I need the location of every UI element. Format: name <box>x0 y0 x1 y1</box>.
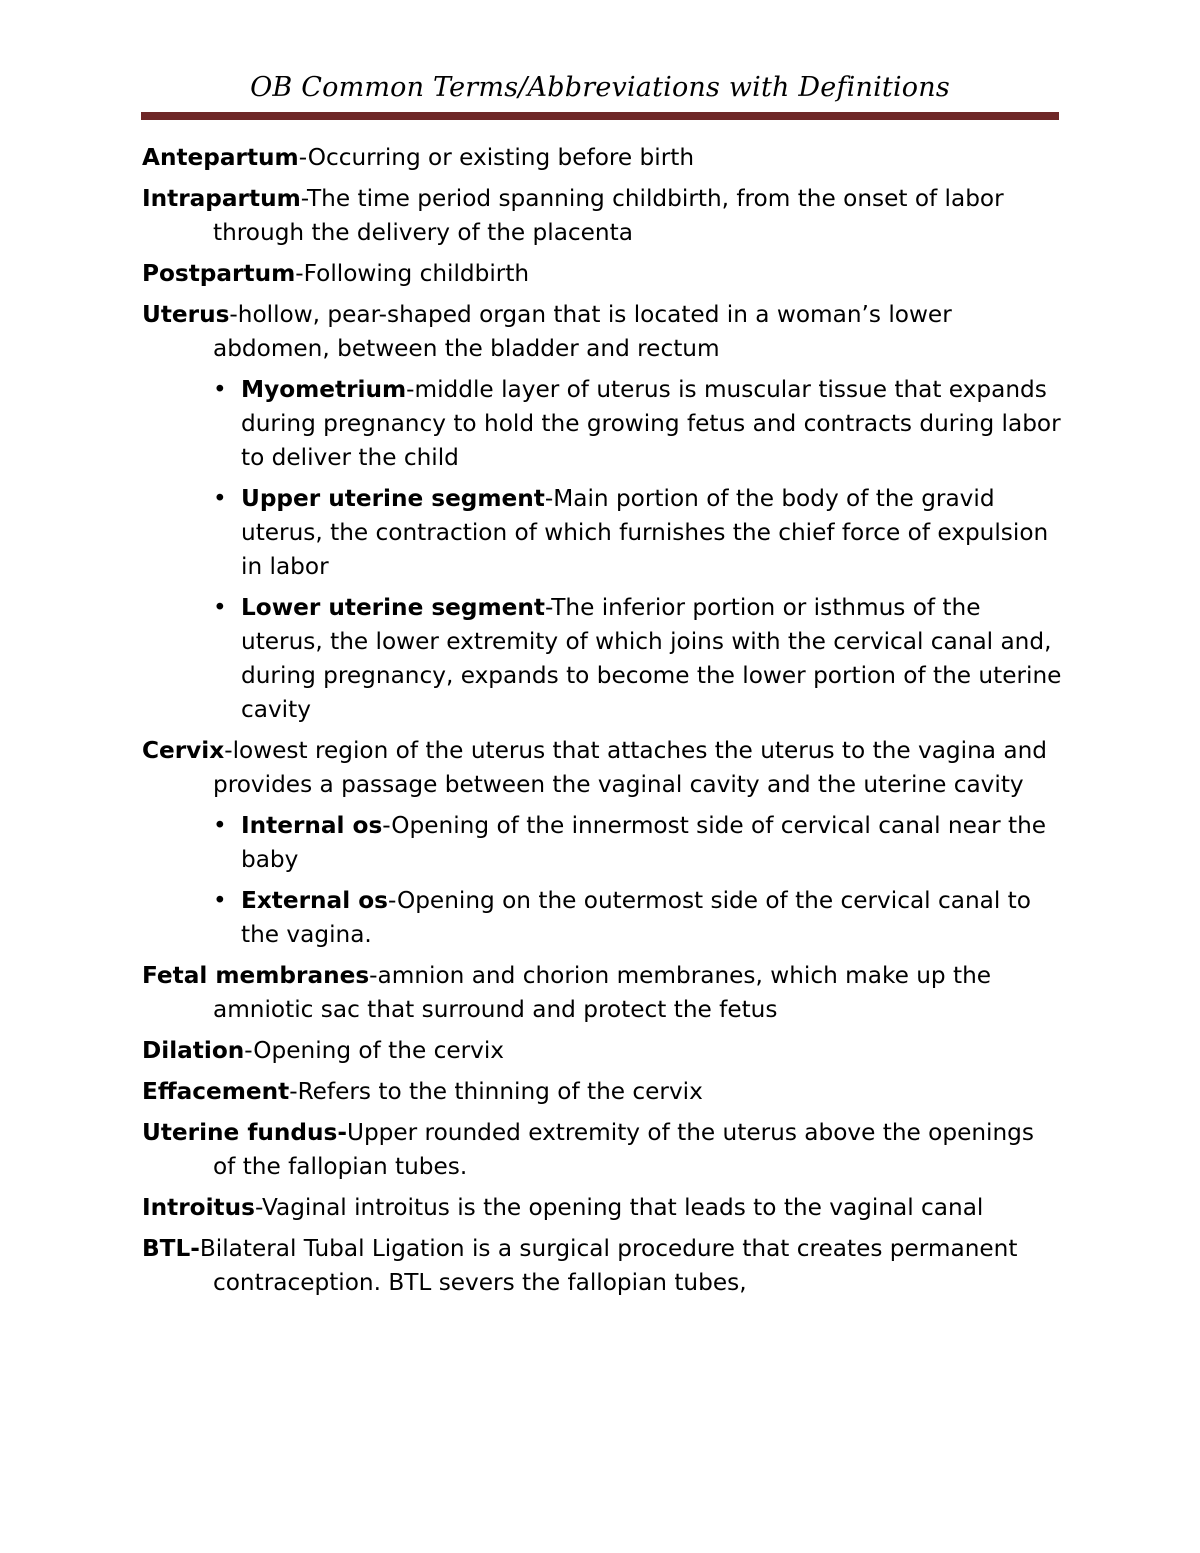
term-name: Upper uterine segment <box>241 485 545 512</box>
term-definition: -Main portion of the body of the gravid uterus, the contraction of which furnishes the chief force of expulsion in labor <box>241 485 1049 580</box>
term-entry <box>142 959 1062 1027</box>
term-entry <box>142 141 1062 175</box>
term-definition: -middle layer of uterus is muscular tissue that expands during pregnancy to hold the growing fetus and contracts during labor to deliver the child <box>241 376 1061 471</box>
term-entry <box>142 1191 1062 1225</box>
term-definition: -Opening on the outermost side of the cervical canal to the vagina. <box>241 887 1031 948</box>
term-name: External os <box>241 887 388 914</box>
term-entry <box>142 182 1062 250</box>
term-entry <box>142 257 1062 291</box>
bullet-icon: • <box>213 485 227 512</box>
term-entry <box>142 1075 1062 1109</box>
term-definition: Bilateral Tubal Ligation is a surgical procedure that creates permanent contraception. BTL severs the fallopian tubes, <box>199 1235 1018 1296</box>
term-entry <box>142 1232 1062 1300</box>
bullet-icon: • <box>213 594 227 621</box>
bullet-icon: • <box>213 887 227 914</box>
term-name: Internal os <box>241 812 383 839</box>
term-name: Dilation <box>142 1037 245 1064</box>
term-definition: -hollow, pear-shaped organ that is located in a woman’s lower abdomen, between the bladder and rectum <box>213 301 952 362</box>
term-definition: -Occurring or existing before birth <box>298 144 695 171</box>
term-name: Fetal membranes <box>142 962 370 989</box>
subterm-item <box>142 809 1062 877</box>
term-entry <box>142 1034 1062 1068</box>
term-name: Postpartum <box>142 260 296 287</box>
term-definition: -lowest region of the uterus that attaches the uterus to the vagina and provides a passage between the vaginal cavity and the uterine cavity <box>213 737 1047 798</box>
term-name: Antepartum <box>142 144 299 171</box>
term-name: Myometrium <box>241 376 407 403</box>
term-entry <box>142 734 1062 802</box>
uterus-subterms <box>142 373 1062 727</box>
term-definition: -Vaginal introitus is the opening that leads to the vaginal canal <box>254 1194 984 1221</box>
term-name: Lower uterine segment <box>241 594 545 621</box>
cervix-subterms <box>142 809 1062 952</box>
terms-list <box>142 141 1062 1307</box>
subterm-item <box>142 884 1062 952</box>
term-name: Uterine fundus- <box>142 1119 347 1146</box>
term-name: Intrapartum <box>142 185 301 212</box>
subterm-item <box>142 373 1062 475</box>
term-definition: -amnion and chorion membranes, which make up the amniotic sac that surround and protect the fetus <box>213 962 992 1023</box>
term-entry <box>142 298 1062 366</box>
term-name: Uterus <box>142 301 230 328</box>
term-definition: -Refers to the thinning of the cervix <box>289 1078 703 1105</box>
title-rule <box>141 112 1059 120</box>
term-name: Effacement <box>142 1078 290 1105</box>
term-definition: -Following childbirth <box>295 260 530 287</box>
bullet-icon: • <box>213 376 227 403</box>
bullet-icon: • <box>213 812 227 839</box>
term-definition: -The time period spanning childbirth, from the onset of labor through the delivery of the placenta <box>213 185 1004 246</box>
document-title: OB Common Terms/Abbreviations with Definitions <box>250 72 950 103</box>
subterm-item <box>142 591 1062 727</box>
term-definition: -The inferior portion or isthmus of the uterus, the lower extremity of which joins with the cervical canal and, during pregnancy, expands to become the lower portion of the uterine cavity <box>241 594 1062 723</box>
term-definition: Upper rounded extremity of the uterus above the openings of the fallopian tubes. <box>213 1119 1034 1180</box>
term-entry <box>142 1116 1062 1184</box>
term-name: BTL- <box>142 1235 200 1262</box>
subterm-item <box>142 482 1062 584</box>
term-definition: -Opening of the cervix <box>244 1037 505 1064</box>
term-name: Introitus <box>142 1194 255 1221</box>
term-name: Cervix <box>142 737 225 764</box>
term-definition: -Opening of the innermost side of cervical canal near the baby <box>241 812 1047 873</box>
